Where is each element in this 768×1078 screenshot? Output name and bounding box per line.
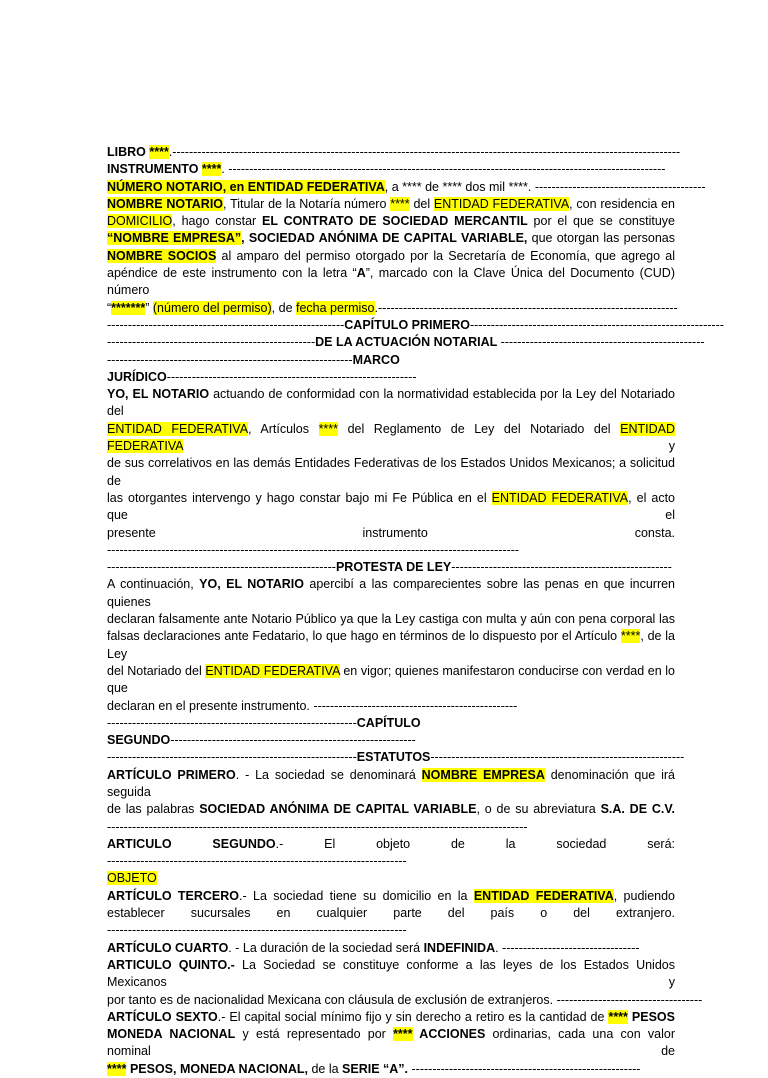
article-title: ARTÍCULO CUARTO — [107, 940, 229, 955]
empresa-line — [107, 230, 675, 247]
text: de — [450, 836, 465, 851]
text: A continuación, — [107, 577, 200, 592]
separator: ----------------------------------------------------------- — [170, 733, 416, 748]
bold-text: SOCIEDAD ANÓNIMA DE CAPITAL VARIABLE — [199, 802, 477, 817]
separator: ------------------------------------------------------------ — [107, 715, 357, 730]
separator: ------------------------------------------------- — [500, 335, 705, 350]
objeto-placeholder: OBJETO — [107, 871, 157, 886]
text: que otorgan las personas — [527, 231, 676, 246]
paragraph-line — [107, 421, 675, 456]
numero-notario-line — [107, 179, 706, 196]
text: . - La duración de la sociedad será — [228, 940, 424, 955]
text: . - La sociedad se denominará — [235, 767, 422, 782]
text: actuando de conformidad con la normatividad establecida por la Ley del Notariado del — [107, 387, 675, 419]
date-text: , a **** de **** dos mil ****. ----------------------------------------- — [384, 179, 706, 194]
entidad-placeholder: ENTIDAD FEDERATIVA — [491, 490, 629, 505]
bold-text: MONEDA NACIONAL — [107, 1027, 236, 1042]
empresa-placeholder: “NOMBRE EMPRESA” — [107, 231, 242, 246]
bold-text: YO, EL NOTARIO — [107, 387, 210, 402]
heading-text: CAPÍTULO — [356, 715, 421, 730]
heading-text: MARCO — [352, 352, 400, 367]
articulo-quinto-line — [107, 957, 675, 992]
bold-text: YO, EL NOTARIO — [199, 577, 304, 592]
bold-text: SERIE “A”. — [342, 1061, 409, 1076]
articulo-segundo-line — [107, 836, 675, 853]
text: “ — [107, 300, 112, 315]
text: las otorgantes intervengo y hago constar bajo mi Fe Pública en el — [107, 490, 492, 505]
placeholder: **** — [107, 1061, 127, 1076]
placeholder: **** — [318, 421, 339, 436]
paragraph-line — [107, 663, 675, 698]
capitulo-primero-heading — [107, 317, 724, 334]
text: será: — [647, 836, 675, 851]
articulo-sexto-line — [107, 1009, 675, 1026]
placeholder: ******* — [111, 300, 146, 315]
instrumento-line — [107, 161, 675, 178]
domicilio-line — [107, 213, 675, 230]
heading-text: JURÍDICO — [107, 369, 167, 384]
paragraph-line — [107, 490, 675, 525]
paragraph-line — [107, 1061, 675, 1078]
heading-text: SEGUNDO — [107, 733, 171, 748]
separator-line: ----------------------------------------------------------------------------------------------------- — [107, 819, 528, 834]
text: , con residencia en — [569, 196, 675, 211]
text: denominación que irá seguida — [107, 767, 675, 799]
nombre-notario-line — [107, 196, 675, 213]
text: El — [324, 836, 336, 851]
text: del — [409, 196, 434, 211]
placeholder: **** — [608, 1009, 628, 1024]
juridico-heading — [107, 369, 675, 386]
placeholder: **** — [393, 1027, 413, 1042]
paragraph-line: de sus correlativos en las demás Entidades Federativas de los Estados Unidos Mexicanos; a solicitud de — [107, 456, 675, 488]
separator: -------------------------------------------------- — [107, 335, 316, 350]
text: .- El capital social mínimo fijo y sin derecho a retiro es la cantidad de — [217, 1009, 609, 1024]
paragraph-line — [107, 386, 675, 421]
text: y está representado por — [235, 1027, 394, 1042]
heading-text: CAPÍTULO PRIMERO — [344, 317, 470, 332]
apendice-line — [107, 265, 675, 300]
text: La Sociedad se constituye conforme a las leyes de los Estados Unidos Mexicanos y — [107, 957, 675, 990]
article-title: ARTÍCULO PRIMERO — [107, 767, 236, 782]
text: , Artículos — [248, 421, 319, 436]
estatutos-heading — [107, 749, 685, 766]
text: apercibí a las comparecientes sobre las penas en que incurren quienes — [107, 577, 676, 609]
paragraph-line: establecer sucursales en cualquier parte del país o del extranjero. — [107, 906, 675, 921]
marco-heading — [107, 352, 675, 369]
separator: . --------------------------------------------------------------------------------------------------------- — [221, 162, 666, 177]
article-title: ARTICULO — [107, 836, 172, 851]
entidad-placeholder: ENTIDAD FEDERATIVA — [205, 663, 340, 678]
letra: A — [356, 266, 366, 281]
text: falsas declaraciones ante Fedatario, lo que hago en términos de lo dispuesto por el Artículo — [107, 629, 621, 644]
text: ordinarias, cada una con valor nominal de — [107, 1027, 675, 1059]
separator: ------------------------------------------------------------ — [107, 750, 357, 765]
separator-line: ------------------------------------------------------------------------ — [107, 923, 407, 938]
paragraph-line: presente instrumento consta. — [107, 525, 675, 540]
permiso-line — [107, 300, 678, 317]
text: , Titular de la Notaría número — [223, 196, 391, 211]
capitulo-segundo-heading — [107, 715, 675, 732]
text: por el que se constituye — [527, 214, 675, 229]
separator: .------------------------------------------------------------------------ — [374, 300, 678, 315]
article-title: ARTÍCULO TERCERO — [107, 888, 240, 903]
paragraph-line: por tanto es de nacionalidad Mexicana con cláusula de exclusión de extranjeros. ----------------------------------- — [107, 992, 703, 1007]
paragraph-line: declaran falsamente ante Notario Público ya que la Ley castiga con multa y aún con pena corporal las — [107, 612, 675, 627]
article-title: ARTÍCULO SEXTO — [107, 1009, 218, 1024]
libro-line — [107, 144, 681, 161]
socios-placeholder: NOMBRE SOCIOS — [107, 248, 217, 263]
articulo-primero-line — [107, 767, 675, 802]
entidad-placeholder: ENTIDAD FEDERATIVA — [473, 888, 614, 903]
domicilio-placeholder: DOMICILIO — [107, 214, 173, 229]
paragraph-line: declaran en el presente instrumento. ------------------------------------------------- — [107, 698, 518, 713]
entidad-placeholder: ENTIDAD FEDERATIVA — [107, 421, 676, 454]
text: al amparo del permiso otorgado por la Secretaría de Economía, que agrego al — [216, 248, 676, 263]
capitulo-segundo-heading-cont — [107, 732, 675, 749]
instrumento-label: INSTRUMENTO — [107, 162, 202, 177]
bold-text: PESOS — [627, 1009, 675, 1024]
text: . --------------------------------- — [495, 940, 640, 955]
text: , o de su abreviatura — [476, 802, 601, 817]
protesta-heading — [107, 559, 675, 576]
paragraph-line — [107, 576, 675, 611]
heading-text: DE LA ACTUACIÓN NOTARIAL — [315, 335, 501, 350]
fecha-permiso-placeholder: fecha permiso — [296, 300, 375, 315]
text: .- La sociedad tiene su domicilio en la — [239, 888, 474, 903]
text: de la — [307, 1061, 343, 1076]
separator: ------------------------------------------------------------ — [166, 369, 417, 384]
libro-label: LIBRO — [107, 145, 150, 159]
article-title: SEGUNDO — [212, 836, 276, 851]
placeholder: **** — [620, 629, 641, 644]
text: .- — [275, 836, 284, 851]
paragraph-line — [107, 801, 675, 818]
text: , de — [271, 300, 296, 315]
text: en vigor; quienes manifestaron conducirse con verdad en lo que — [107, 663, 676, 696]
text: , de la Ley — [107, 629, 675, 661]
separator-line: --------------------------------------------------------------------------------------------------- — [107, 542, 520, 557]
paragraph-line — [107, 1026, 675, 1061]
separator-line: ------------------------------------------------------------------------ — [107, 854, 407, 869]
empresa-placeholder: NOMBRE EMPRESA — [421, 767, 545, 782]
text: de las palabras — [107, 802, 200, 817]
text: ” — [145, 300, 153, 315]
articulo-cuarto-line — [107, 940, 675, 957]
sociedad-type: , SOCIEDAD ANÓNIMA DE CAPITAL VARIABLE, — [241, 231, 528, 246]
separator: .-------------------------------------------------------------------------------------------------------------------------- — [168, 145, 681, 159]
text: , el acto que el — [107, 490, 676, 523]
bold-text: ACCIONES — [412, 1027, 486, 1042]
document-page — [107, 144, 724, 1078]
separator: ----------------------------------------------------- — [451, 560, 672, 575]
text: del Reglamento de Ley del Notariado del — [338, 421, 621, 436]
socios-line — [107, 248, 675, 265]
objeto-line — [107, 870, 675, 887]
text: y — [182, 439, 675, 454]
numero-permiso-placeholder: (número del permiso) — [152, 300, 272, 315]
entidad-placeholder: ENTIDAD FEDERATIVA — [433, 196, 570, 211]
actuacion-heading — [107, 334, 705, 351]
text: la — [505, 836, 516, 851]
separator: ----------------------------------------------------------- — [107, 352, 353, 367]
bold-text: INDEFINIDA — [423, 940, 496, 955]
separator: ------------------------------------------------------- — [107, 560, 336, 575]
heading-text: PROTESTA DE LEY — [335, 560, 452, 575]
heading-text: ESTATUTOS — [356, 750, 431, 765]
articulo-tercero-line — [107, 888, 675, 905]
paragraph-line — [107, 628, 675, 663]
text: objeto — [376, 836, 411, 851]
text: , pudiendo — [613, 888, 675, 903]
nombre-notario-placeholder: NOMBRE NOTARIO — [107, 196, 224, 211]
numero-notario-label: NÚMERO NOTARIO, en ENTIDAD FEDERATIVA — [107, 179, 385, 194]
text: del Notariado del — [107, 663, 206, 678]
text: , hago constar — [172, 214, 263, 229]
article-title: ARTICULO QUINTO.- — [107, 957, 235, 972]
separator: --------------------------------------------------------- — [107, 317, 345, 332]
separator: ------------------------------------------------------- — [408, 1061, 641, 1076]
instrumento-value: **** — [201, 162, 222, 177]
text: ”, marcado con la Clave Única del Documento (CUD) número — [107, 266, 675, 298]
separator: ------------------------------------------------------------- — [469, 317, 724, 332]
entidad-placeholder: ENTIDAD FEDERATIVA — [107, 421, 249, 436]
text: sociedad — [556, 836, 607, 851]
bold-text: PESOS, MONEDA NACIONAL, — [126, 1061, 308, 1076]
libro-value: **** — [149, 145, 169, 159]
text: apéndice de este instrumento con la letra “ — [107, 266, 357, 281]
separator: ------------------------------------------------------------- — [430, 750, 685, 765]
contrato-heading: EL CONTRATO DE SOCIEDAD MERCANTIL — [262, 214, 528, 229]
placeholder: **** — [390, 196, 410, 211]
bold-text: S.A. DE C.V. — [600, 802, 675, 817]
